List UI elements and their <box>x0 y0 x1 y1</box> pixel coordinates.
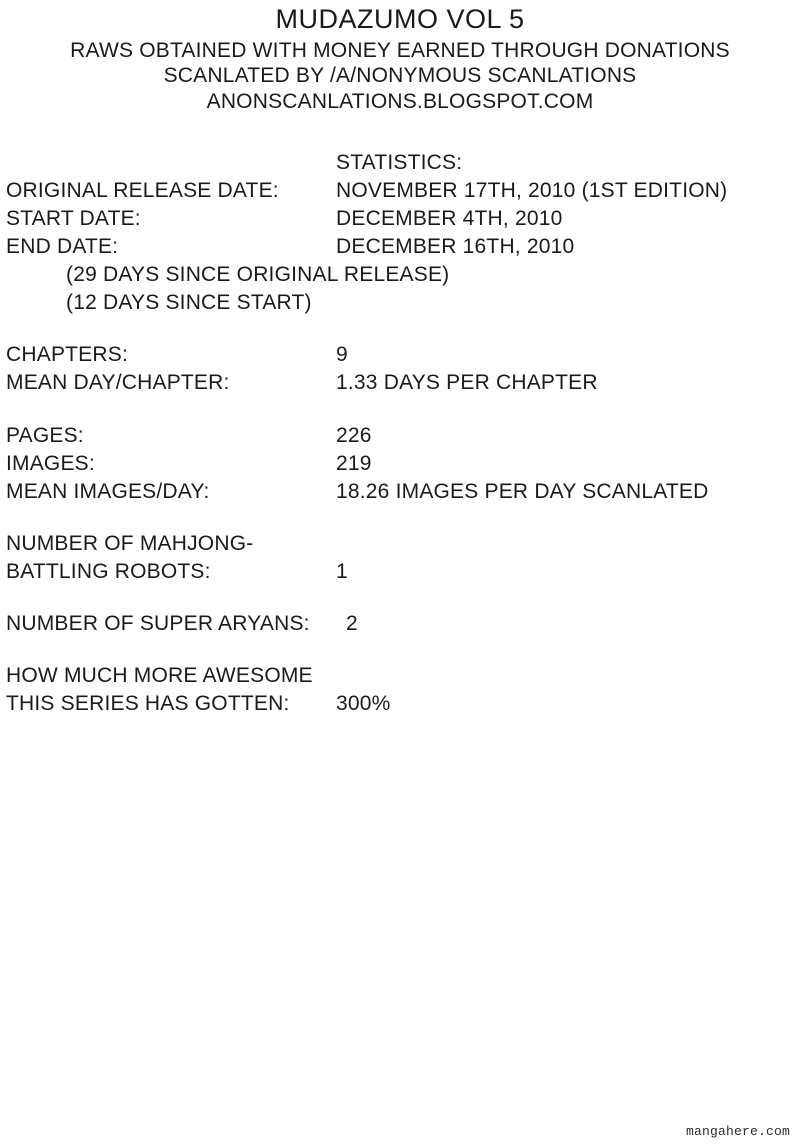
stat-row-pages <box>6 422 800 450</box>
stat-label: IMAGES: <box>6 451 95 475</box>
stat-value: DECEMBER 16TH, 2010 <box>336 234 575 258</box>
stat-label: NUMBER OF SUPER ARYANS: <box>6 612 310 636</box>
stat-row-mahjong-robots-line1 <box>6 530 800 558</box>
stat-value: 18.26 IMAGES PER DAY SCANLATED <box>336 479 709 503</box>
stat-row-awesomeness-line1 <box>6 662 800 690</box>
stat-label: (29 DAYS SINCE ORIGINAL RELEASE) <box>66 263 450 287</box>
stat-label: END DATE: <box>6 234 119 258</box>
statistics-list <box>0 175 800 719</box>
stat-value: 300% <box>336 692 391 716</box>
stat-row-mean-day-per-chapter <box>6 369 800 397</box>
stat-row-mahjong-robots <box>6 558 800 586</box>
stat-label: MEAN DAY/CHAPTER: <box>6 371 230 395</box>
spacer <box>6 506 800 530</box>
stat-label: NUMBER OF MAHJONG- <box>6 531 254 555</box>
spacer <box>6 638 800 662</box>
stat-row-end-date <box>6 233 800 261</box>
spacer <box>6 398 800 422</box>
spacer <box>6 586 800 610</box>
stat-label: THIS SERIES HAS GOTTEN: <box>6 692 290 716</box>
credits-line-raws: RAWS OBTAINED WITH MONEY EARNED THROUGH DONATIONS <box>70 38 730 62</box>
stat-value: DECEMBER 4TH, 2010 <box>336 206 563 230</box>
site-watermark: mangahere.com <box>685 1124 790 1139</box>
statistics-heading: STATISTICS: <box>336 150 463 174</box>
stat-label: CHAPTERS: <box>6 343 128 367</box>
credits-line-website: ANONSCANLATIONS.BLOGSPOT.COM <box>206 90 594 114</box>
stat-label: ORIGINAL RELEASE DATE: <box>6 178 279 202</box>
stat-value: 219 <box>336 451 372 475</box>
stat-value: 1 <box>336 560 348 584</box>
stat-row-chapters <box>6 341 800 369</box>
stat-value: 1.33 DAYS PER CHAPTER <box>336 371 598 395</box>
stat-label: HOW MUCH MORE AWESOME <box>6 664 313 688</box>
stat-value: 226 <box>336 423 372 447</box>
stat-row-days-since-release <box>6 261 800 289</box>
stat-value: 9 <box>336 343 348 367</box>
stat-label: MEAN IMAGES/DAY: <box>6 479 210 503</box>
stat-row-awesomeness <box>6 690 800 718</box>
stat-value: 2 <box>346 612 358 636</box>
stat-row-original-release-date <box>6 177 800 205</box>
stat-row-days-since-start <box>6 289 800 317</box>
stat-label: START DATE: <box>6 206 141 230</box>
page-header <box>0 0 800 115</box>
stat-value: NOVEMBER 17TH, 2010 (1ST EDITION) <box>336 178 728 202</box>
stat-label: (12 DAYS SINCE START) <box>66 291 312 315</box>
stat-row-images <box>6 450 800 478</box>
stat-label: PAGES: <box>6 423 84 447</box>
credits-line-scanlator: SCANLATED BY /A/NONYMOUS SCANLATIONS <box>163 64 637 88</box>
stat-row-super-aryans <box>6 610 800 638</box>
stat-row-start-date <box>6 205 800 233</box>
stat-row-mean-images-per-day <box>6 478 800 506</box>
spacer <box>6 317 800 341</box>
stat-label: BATTLING ROBOTS: <box>6 560 211 584</box>
page-title: MUDAZUMO VOL 5 <box>275 4 525 34</box>
